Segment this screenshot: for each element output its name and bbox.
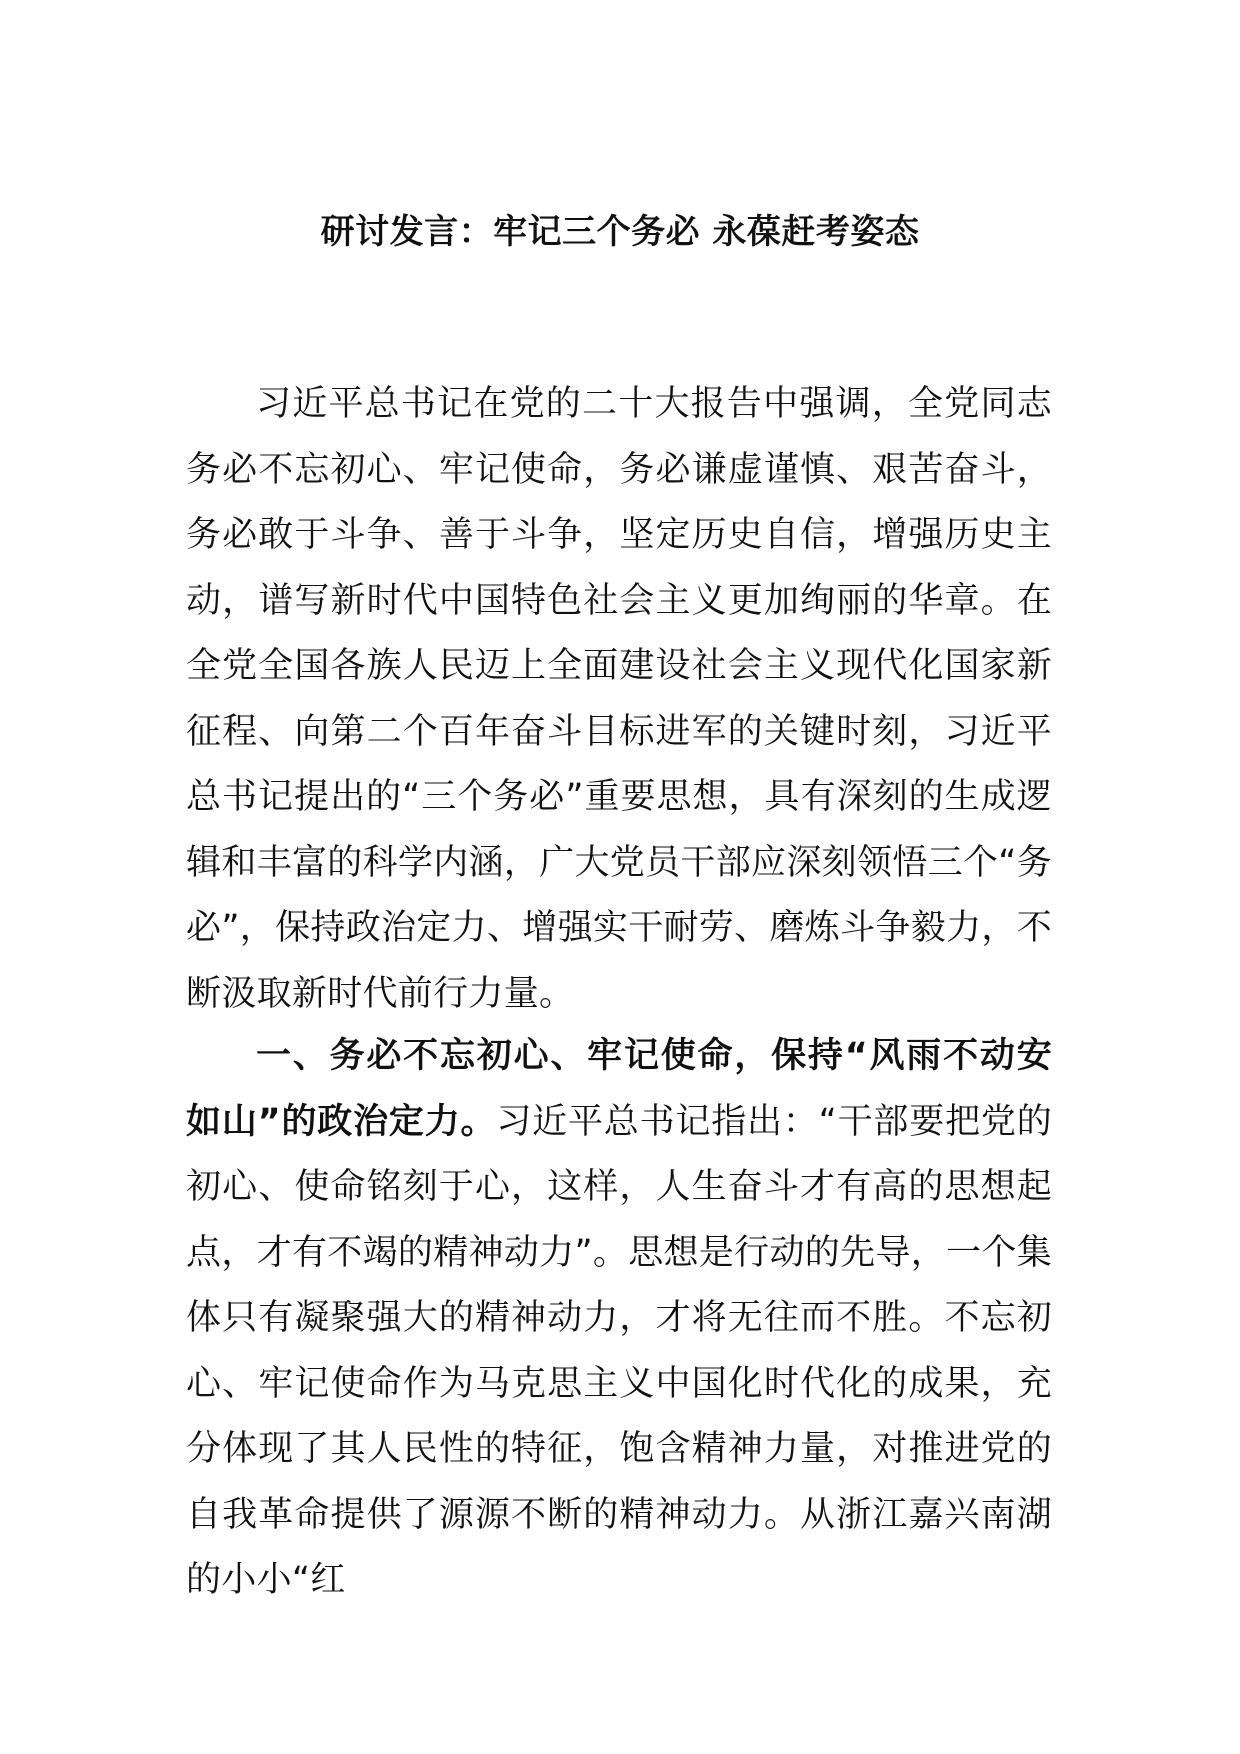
document-title: 研讨发言：牢记三个务必 永葆赶考姿态 — [320, 212, 920, 252]
section-one-heading: 一、务必不忘初心、牢记使命，保持“风雨不动安如山”的政治定力。 — [186, 1036, 1052, 1142]
section-one-text: 习近平总书记指出：“干部要把党的初心、使命铭刻于心，这样，人生奋斗才有高的思想起点，才有不竭的精神动力”。思想是行动的先导，一个集体只有凝聚强大的精神动力，才将无往而不胜。不忘初心、牢记使命作为马克思主义中国化时代化的成果，充分体现了其人民性的特征，饱含精神力量，对推进党的自我革命提供了源源不断的精神动力。从浙江嘉兴南湖的小小“红 — [186, 1101, 1052, 1600]
paragraph-intro-text: 习近平总书记在党的二十大报告中强调，全党同志务必不忘初心、牢记使命，务必谦虚谨慎、艰苦奋斗，务必敢于斗争、善于斗争，坚定历史自信，增强历史主动，谱写新时代中国特色社会主义更加绚丽的华章。在全党全国各族人民迈上全面建设社会主义现代化国家新征程、向第二个百年奋斗目标进军的关键时刻，习近平总书记提出的“三个务必”重要思想，具有深刻的生成逻辑和丰富的科学内涵，广大党员干部应深刻领悟三个“务必”，保持政治定力、增强实干耐劳、磨炼斗争毅力，不断汲取新时代前行力量。 — [186, 384, 1052, 1014]
paragraph-intro — [186, 372, 1052, 1027]
paragraph-section-one — [186, 1024, 1052, 1614]
